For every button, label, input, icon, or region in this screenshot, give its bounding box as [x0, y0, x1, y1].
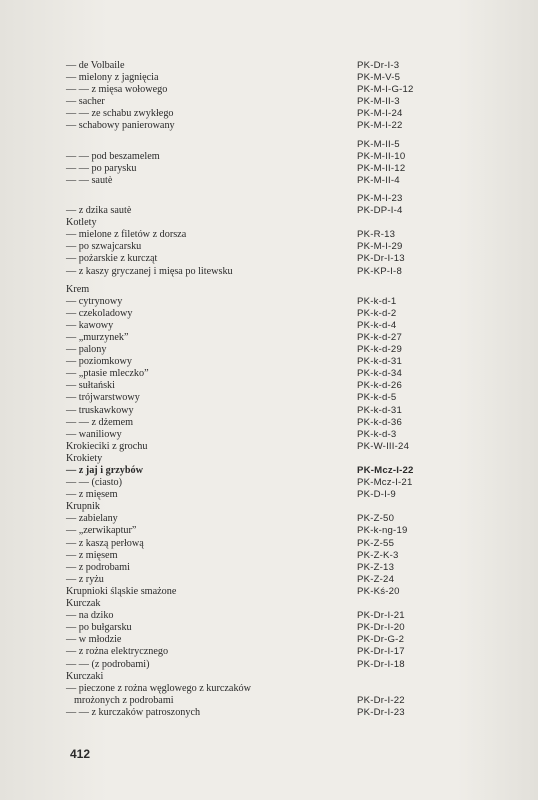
entry-term: — — z mięsa wołowego	[66, 84, 168, 96]
entry-term: — „murzynek”	[66, 331, 129, 343]
index-row	[66, 392, 516, 404]
entry-term: — sacher	[66, 96, 105, 108]
entry-term: — — (ciasto)	[66, 477, 123, 489]
entry-term: — mielone z filetów z dorsza	[66, 229, 187, 241]
index-row	[66, 610, 516, 622]
entry-term: — z mięsem	[66, 489, 118, 501]
entry-term: — — z dżemem	[66, 416, 134, 428]
index-row	[66, 175, 516, 187]
entry-term: Krokieciki z grochu	[66, 440, 148, 452]
entry-term: — mielony z jagnięcia	[66, 72, 159, 84]
entry-code: PK-R-13	[357, 229, 396, 241]
entry-term: — z rożna elektrycznego	[66, 646, 169, 658]
entry-code: PK-Dr-I-23	[357, 706, 405, 718]
entry-term: — z jaj i grzybów	[66, 465, 143, 476]
entry-code: PK-Dr-I-20	[357, 622, 405, 634]
entry-term: — po szwajcarsku	[66, 241, 142, 253]
entry-term: — — sautè	[66, 174, 113, 186]
index-entries	[66, 60, 516, 719]
entry-code: PK-Z-50	[357, 513, 395, 525]
index-row	[66, 574, 516, 586]
entry-code: PK-k-d-26	[357, 380, 402, 392]
entry-term: — de Volbaile	[66, 60, 125, 71]
index-row	[66, 368, 516, 380]
index-row	[66, 72, 516, 84]
index-row	[66, 380, 516, 392]
entry-code: PK-k-d-4	[357, 319, 397, 331]
index-row	[66, 513, 516, 525]
entry-term: — truskawkowy	[66, 404, 134, 416]
index-row	[66, 405, 516, 417]
index-row	[66, 139, 516, 151]
entry-term: — pożarskie z kurcząt	[66, 253, 158, 265]
entry-code: PK-Dr-I-3	[357, 60, 400, 71]
entry-code: PK-k-d-27	[357, 331, 402, 343]
index-row	[66, 163, 516, 175]
index-row	[66, 707, 516, 719]
entry-term: — schabowy panierowany	[66, 120, 175, 132]
entry-code: PK-M-II-12	[357, 162, 406, 174]
index-row	[66, 429, 516, 441]
entry-term: — kawowy	[66, 319, 114, 331]
index-row	[66, 344, 516, 356]
entry-term: — — (z podrobami)	[66, 658, 150, 670]
entry-term: — w młodzie	[66, 634, 122, 646]
entry-code: PK-k-d-1	[357, 295, 397, 307]
entry-term: Kurczak	[66, 598, 101, 610]
index-row	[66, 253, 516, 265]
entry-code: PK-Dr-I-22	[357, 694, 405, 706]
entry-term: — pieczone z rożna węglowego z kurczaków	[66, 682, 251, 694]
index-row	[66, 84, 516, 96]
entry-term: — na dziko	[66, 610, 114, 622]
entry-code: PK-M-I-G-12	[357, 84, 414, 96]
entry-term: — — z kurczaków patroszonych	[66, 706, 201, 718]
index-row	[66, 489, 516, 501]
index-row	[66, 683, 516, 695]
index-row	[66, 538, 516, 550]
entry-code: PK-Z-55	[357, 537, 395, 549]
entry-code: PK-k-d-5	[357, 392, 397, 404]
index-row	[66, 205, 516, 217]
entry-term: — „zerwikaptur”	[66, 525, 137, 537]
entry-term: — z kaszą perłową	[66, 537, 144, 549]
index-row	[66, 695, 516, 707]
entry-term: Krupnik	[66, 501, 100, 513]
entry-term: — palony	[66, 344, 107, 356]
entry-code: PK-Dr-I-21	[357, 610, 405, 622]
entry-term: — — ze schabu zwykłego	[66, 108, 174, 120]
index-row	[66, 417, 516, 429]
entry-code: PK-k-d-29	[357, 344, 402, 356]
entry-code: PK-k-d-34	[357, 368, 402, 380]
index-row	[66, 525, 516, 537]
entry-code: PK-KP-I-8	[357, 265, 402, 277]
index-row	[66, 441, 516, 453]
index-row	[66, 550, 516, 562]
entry-term: — sułtański	[66, 380, 115, 392]
index-row	[66, 60, 516, 72]
index-row	[66, 622, 516, 634]
index-row	[66, 120, 516, 132]
entry-code: PK-M-II-5	[357, 138, 400, 150]
entry-term: — z mięsem	[66, 549, 118, 561]
index-row	[66, 151, 516, 163]
entry-term: — cytrynowy	[66, 295, 123, 307]
index-row	[66, 634, 516, 646]
entry-code: PK-Kś-20	[357, 585, 400, 597]
entry-term: — czekoladowy	[66, 307, 133, 319]
entry-code: PK-k-ng-19	[357, 525, 408, 537]
entry-term: — poziomkowy	[66, 356, 132, 368]
index-row	[66, 453, 516, 465]
entry-code: PK-Dr-I-17	[357, 646, 405, 658]
entry-code: PK-k-d-31	[357, 404, 402, 416]
entry-code: PK-Z-K-3	[357, 549, 399, 561]
entry-term: — z ryżu	[66, 573, 104, 585]
index-row	[66, 217, 516, 229]
entry-code: PK-k-d-31	[357, 356, 402, 368]
entry-term: Krupnioki śląskie smażone	[66, 585, 177, 597]
entry-code: PK-M-I-22	[357, 120, 403, 132]
entry-code: PK-Mcz-I-21	[357, 477, 413, 489]
entry-term: Krokiety	[66, 452, 103, 464]
entry-code: PK-Dr-I-13	[357, 253, 405, 265]
index-row	[66, 477, 516, 489]
entry-code: PK-D-I-9	[357, 489, 396, 501]
index-row	[66, 671, 516, 683]
page-number: 412	[70, 747, 91, 761]
index-row	[66, 96, 516, 108]
entry-code: PK-M-I-24	[357, 108, 403, 120]
entry-code: PK-M-V-5	[357, 72, 401, 84]
entry-code: PK-M-II-3	[357, 96, 400, 108]
entry-code: PK-k-d-2	[357, 307, 397, 319]
entry-code: PK-M-I-23	[357, 192, 403, 204]
index-row	[66, 320, 516, 332]
entry-code: PK-Z-13	[357, 561, 395, 573]
index-row	[66, 241, 516, 253]
index-row	[66, 193, 516, 205]
index-row	[66, 659, 516, 671]
entry-code: PK-DP-I-4	[357, 205, 403, 217]
index-row	[66, 598, 516, 610]
entry-code: PK-M-II-10	[357, 150, 406, 162]
index-row	[66, 266, 516, 278]
index-row	[66, 229, 516, 241]
entry-term: — po bułgarsku	[66, 622, 132, 634]
entry-code: PK-M-I-29	[357, 241, 403, 253]
index-row	[66, 284, 516, 296]
index-row	[66, 501, 516, 513]
entry-term: — — pod beszamelem	[66, 150, 160, 162]
index-row	[66, 308, 516, 320]
index-row	[66, 586, 516, 598]
entry-term: — trójwarstwowy	[66, 392, 140, 404]
entry-term: mrożonych z podrobami	[74, 694, 174, 706]
index-row	[66, 465, 516, 477]
entry-term: Kurczaki	[66, 670, 104, 682]
entry-term: — waniliowy	[66, 428, 122, 440]
entry-code: PK-M-II-4	[357, 174, 400, 186]
index-row	[66, 108, 516, 120]
entry-code: PK-Dr-G-2	[357, 634, 405, 646]
entry-code: PK-Dr-I-18	[357, 658, 405, 670]
entry-code: PK-k-d-3	[357, 428, 397, 440]
entry-term: — z podrobami	[66, 561, 130, 573]
index-row	[66, 562, 516, 574]
index-row	[66, 332, 516, 344]
entry-code: PK-k-d-36	[357, 416, 402, 428]
entry-term: — z dzika sautè	[66, 205, 132, 217]
index-row	[66, 356, 516, 368]
entry-code: PK-W-III-24	[357, 440, 410, 452]
entry-term: — zabielany	[66, 513, 118, 525]
entry-term: — — po parysku	[66, 162, 137, 174]
entry-code: PK-Mcz-I-22	[357, 465, 414, 476]
entry-term: — „ptasie mleczko”	[66, 368, 149, 380]
entry-term: Krem	[66, 283, 90, 295]
entry-code: PK-Z-24	[357, 573, 395, 585]
index-row	[66, 296, 516, 308]
entry-term: — z kaszy gryczanej i mięsa po litewsku	[66, 265, 233, 277]
entry-term: Kotlety	[66, 217, 97, 229]
index-row	[66, 646, 516, 658]
